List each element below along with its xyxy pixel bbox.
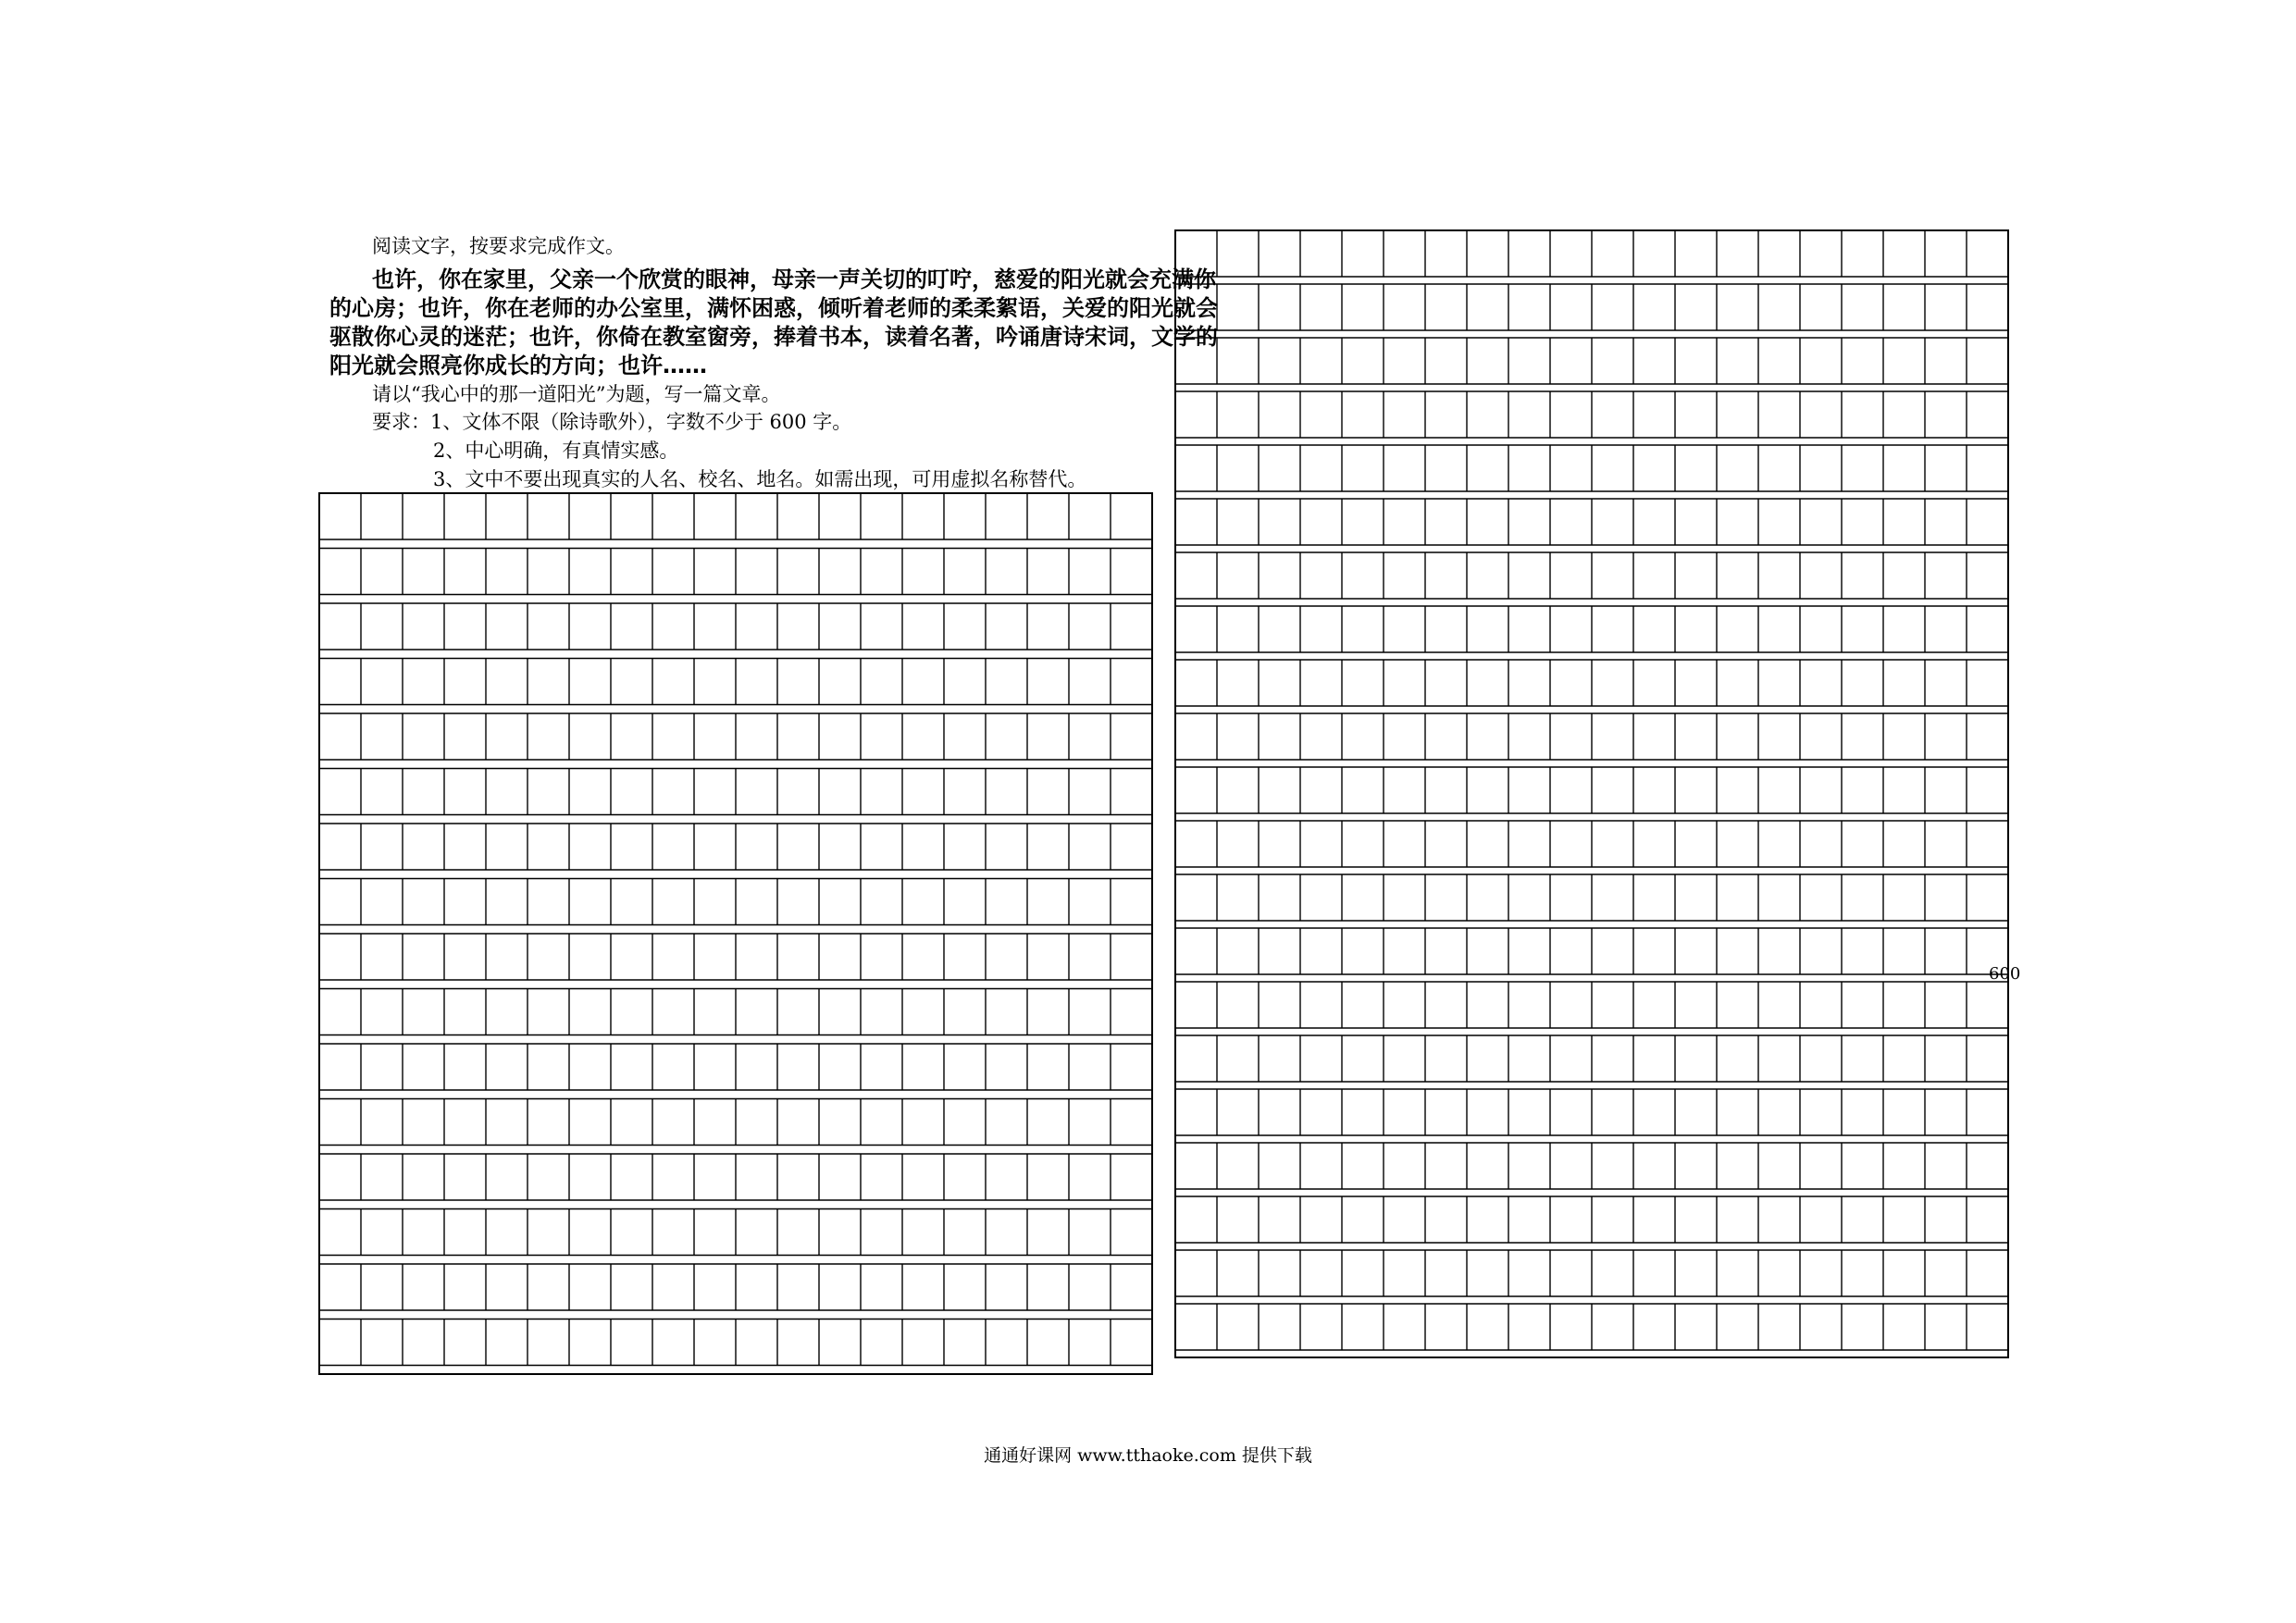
grid-row — [1175, 445, 2008, 491]
grid-row — [1175, 1089, 2008, 1135]
grid-row — [1175, 1143, 2008, 1189]
writing-grid-right — [1174, 229, 2009, 1358]
grid-row — [1175, 982, 2008, 1028]
grid-row — [319, 1099, 1152, 1146]
grid-row — [1175, 821, 2008, 867]
grid-row — [319, 769, 1152, 815]
grid-row — [1175, 874, 2008, 921]
passage-line-1: 也许，你在家里，父亲一个欣赏的眼神，母亲一声关切的叮咛，慈爱的阳光就会充满你 — [372, 266, 1216, 292]
grid-row — [1175, 284, 2008, 330]
grid-row — [319, 659, 1152, 705]
requirement-1: 要求：1、文体不限（除诗歌外），字数不少于 600 字。 — [372, 411, 852, 433]
grid-row — [319, 713, 1152, 760]
writing-grid-left — [318, 492, 1153, 1375]
instruction: 阅读文字，按要求完成作文。 — [372, 235, 625, 257]
grid-row — [319, 879, 1152, 925]
grid-row — [319, 603, 1152, 650]
grid-row — [1175, 713, 2008, 760]
passage-line-3: 驱散你心灵的迷茫；也许，你倚在教室窗旁，捧着书本，读着名著，吟诵唐诗宋词，文学的 — [329, 324, 1218, 350]
grid-row — [319, 1044, 1152, 1090]
grid-row — [1175, 1035, 2008, 1082]
grid-row — [319, 1264, 1152, 1310]
grid-row — [1175, 1196, 2008, 1243]
grid-row — [319, 934, 1152, 980]
grid-row — [1175, 1250, 2008, 1296]
passage-line-2: 的心房；也许，你在老师的办公室里，满怀困惑，倾听着老师的柔柔絮语，关爱的阳光就会 — [329, 295, 1218, 321]
grid-svg — [1174, 229, 2009, 1358]
grid-row — [1175, 660, 2008, 706]
footer-source: 通通好课网 www.tthaoke.com 提供下载 — [984, 1445, 1312, 1466]
grid-svg — [318, 492, 1153, 1375]
grid-row — [1175, 499, 2008, 545]
grid-row — [319, 1209, 1152, 1256]
grid-row — [1175, 1304, 2008, 1350]
passage-line-4: 阳光就会照亮你成长的方向；也许…… — [329, 353, 707, 378]
word-count-marker: 600 — [1989, 964, 2021, 984]
grid-row — [1175, 606, 2008, 652]
grid-row — [1175, 928, 2008, 974]
grid-row — [1175, 391, 2008, 438]
grid-row — [1175, 230, 2008, 277]
grid-row — [319, 493, 1152, 539]
grid-row — [319, 549, 1152, 595]
grid-row — [1175, 767, 2008, 813]
grid-row — [319, 1319, 1152, 1366]
grid-row — [319, 989, 1152, 1035]
grid-row — [319, 1154, 1152, 1200]
grid-row — [1175, 338, 2008, 384]
task: 请以“我心中的那一道阳光”为题，写一篇文章。 — [372, 383, 781, 405]
grid-row — [1175, 552, 2008, 599]
grid-row — [319, 824, 1152, 870]
requirement-3: 3、文中不要出现真实的人名、校名、地名。如需出现，可用虚拟名称替代。 — [433, 468, 1087, 490]
requirement-2: 2、中心明确，有真情实感。 — [433, 440, 679, 462]
